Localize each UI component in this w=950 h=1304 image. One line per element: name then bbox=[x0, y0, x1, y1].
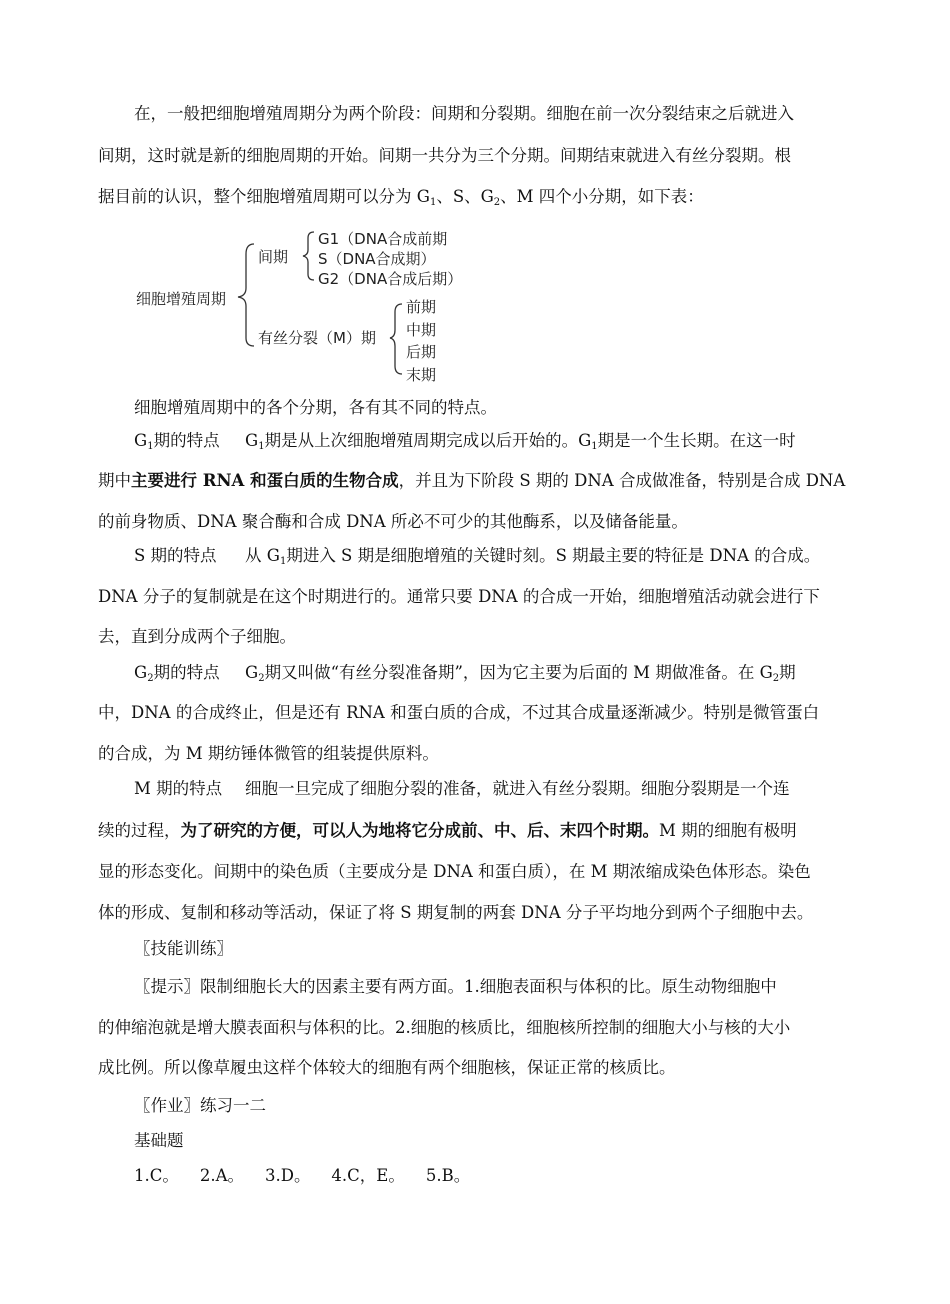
text: 据目前的认识，整个细胞增殖周期可以分为 G bbox=[98, 187, 430, 206]
text: 〖提示〗限制细胞长大的因素主要有两方面。1.细胞表面积与体积的比。原生动物细胞中 bbox=[134, 977, 777, 996]
diagram-s: S（DNA合成期） bbox=[318, 250, 436, 268]
paragraph-line bbox=[98, 145, 791, 167]
text: 〖技能训练〗 bbox=[134, 939, 233, 958]
diagram-mitosis: 有丝分裂（M）期 bbox=[258, 329, 376, 347]
paragraph-line bbox=[98, 702, 819, 724]
text: 从 G bbox=[245, 546, 280, 565]
paragraph-line bbox=[98, 186, 704, 208]
text: 细胞一旦完成了细胞分裂的准备，就进入有丝分裂期。细胞分裂期是一个连 bbox=[245, 779, 790, 798]
diagram-g2: G2（DNA合成后期） bbox=[318, 270, 463, 288]
text: 期是从上次细胞增殖周期完成以后开始的。G bbox=[264, 431, 592, 450]
text: 〖作业〗练习一二 bbox=[134, 1096, 266, 1115]
text: 在，一般把细胞增殖周期分为两个阶段：间期和分裂期。细胞在前一次分裂结束之后就进入 bbox=[134, 104, 794, 123]
diagram-anaphase: 后期 bbox=[406, 343, 437, 361]
paragraph-line bbox=[245, 778, 790, 800]
subscript: 1 bbox=[147, 441, 154, 452]
text: ，并且为下阶段 S 期的 DNA 合成做准备，特别是合成 DNA bbox=[398, 471, 846, 490]
text: DNA 分子的复制就是在这个时期进行的。通常只要 DNA 的合成一开始，细胞增殖活动就会进行下 bbox=[98, 587, 820, 606]
paragraph-line bbox=[134, 430, 220, 452]
paragraph-line bbox=[98, 1057, 676, 1079]
paragraph-line bbox=[134, 778, 222, 800]
text: 中，DNA 的合成终止，但是还有 RNA 和蛋白质的合成，不过其合成量逐渐减少。特别是微管蛋白 bbox=[98, 703, 820, 722]
text: 体的形成、复制和移动等活动，保证了将 S 期复制的两套 DNA 分子平均地分到两个子细胞中去。 bbox=[98, 903, 814, 922]
subscript: 2 bbox=[147, 673, 154, 684]
paragraph-line bbox=[98, 861, 811, 883]
bold-text: 主要进行 RNA 和蛋白质的生物合成 bbox=[131, 471, 399, 490]
paragraph-line bbox=[245, 545, 820, 567]
text: G bbox=[245, 663, 259, 682]
subscript: 2 bbox=[258, 673, 265, 684]
bold-text: 为了研究的方便，可以人为地将它分成前、中、后、末四个时期。 bbox=[180, 821, 659, 840]
subscript: 2 bbox=[493, 197, 501, 208]
section-heading bbox=[134, 1095, 266, 1117]
section-title: G bbox=[134, 431, 148, 450]
paragraph-line bbox=[245, 430, 796, 452]
paragraph-line bbox=[98, 820, 797, 842]
paragraph-line bbox=[134, 103, 794, 125]
section-title: 期的特点 bbox=[153, 663, 220, 682]
text: 期是一个生长期。在这一时 bbox=[597, 431, 796, 450]
paragraph-line bbox=[98, 470, 845, 492]
diagram-metaphase: 中期 bbox=[406, 321, 437, 339]
subscript: 1 bbox=[279, 556, 287, 567]
text: 、S、G bbox=[436, 187, 494, 206]
section-heading bbox=[134, 938, 233, 960]
text: 显的形态变化。间期中的染色质（主要成分是 DNA 和蛋白质），在 M 期浓缩成染色体形态。染色 bbox=[98, 862, 811, 881]
text: 去，直到分成两个子细胞。 bbox=[98, 627, 296, 646]
paragraph-line bbox=[98, 586, 820, 608]
text: 、M 四个小分期，如下表： bbox=[500, 187, 704, 206]
diagram-interphase: 间期 bbox=[258, 248, 289, 266]
text: 成比例。所以像草履虫这样个体较大的细胞有两个细胞核，保证正常的核质比。 bbox=[98, 1058, 676, 1077]
paragraph-line bbox=[98, 626, 296, 648]
section-title: G bbox=[134, 663, 148, 682]
paragraph-line bbox=[134, 397, 497, 419]
text: 期进入 S 期是细胞增殖的关键时刻。S 期最主要的特征是 DNA 的合成。 bbox=[286, 546, 821, 565]
text: 续的过程， bbox=[98, 821, 181, 840]
text: 期 bbox=[779, 663, 796, 682]
paragraph-line bbox=[245, 662, 796, 684]
section-title: 期的特点 bbox=[153, 431, 220, 450]
section-title: S 期的特点 bbox=[134, 546, 217, 565]
subscript: 1 bbox=[429, 197, 437, 208]
cell-cycle-diagram bbox=[130, 226, 490, 386]
text: 的伸缩泡就是增大膜表面积与体积的比。2.细胞的核质比，细胞核所控制的细胞大小与核的大小 bbox=[98, 1018, 791, 1037]
paragraph-line bbox=[134, 662, 220, 684]
text: 期中 bbox=[98, 471, 131, 490]
paragraph-line bbox=[134, 545, 217, 567]
text: 细胞增殖周期中的各个分期，各有其不同的特点。 bbox=[134, 398, 497, 417]
paragraph-line bbox=[98, 902, 813, 924]
paragraph-line bbox=[98, 1017, 790, 1039]
diagram-root: 细胞增殖周期 bbox=[136, 290, 227, 308]
paragraph-line bbox=[134, 976, 777, 998]
diagram-prophase: 前期 bbox=[406, 298, 437, 316]
subscript: 1 bbox=[591, 441, 598, 452]
text: 的前身物质、DNA 聚合酶和合成 DNA 所必不可少的其他酶系，以及储备能量。 bbox=[98, 512, 688, 531]
subscript: 1 bbox=[258, 441, 265, 452]
section-heading bbox=[134, 1130, 184, 1152]
subscript: 2 bbox=[772, 673, 780, 684]
paragraph-line bbox=[98, 743, 439, 765]
text: 1.C。 2.A。 3.D。 4.C，E。 5.B。 bbox=[134, 1166, 471, 1185]
text: G bbox=[245, 431, 259, 450]
paragraph-line bbox=[98, 511, 688, 533]
text: 期又叫做“有丝分裂准备期”，因为它主要为后面的 M 期做准备。在 G bbox=[264, 663, 773, 682]
text: 间期，这时就是新的细胞周期的开始。间期一共分为三个分期。间期结束就进入有丝分裂期。根 bbox=[98, 146, 791, 165]
diagram-telophase: 末期 bbox=[406, 366, 437, 384]
text: 基础题 bbox=[134, 1131, 184, 1150]
answers-line bbox=[134, 1165, 470, 1187]
section-title: M 期的特点 bbox=[134, 779, 223, 798]
diagram-g1: G1（DNA合成前期 bbox=[318, 230, 448, 248]
text: 的合成，为 M 期纺锤体微管的组装提供原料。 bbox=[98, 744, 439, 763]
text: M 期的细胞有极明 bbox=[659, 821, 797, 840]
